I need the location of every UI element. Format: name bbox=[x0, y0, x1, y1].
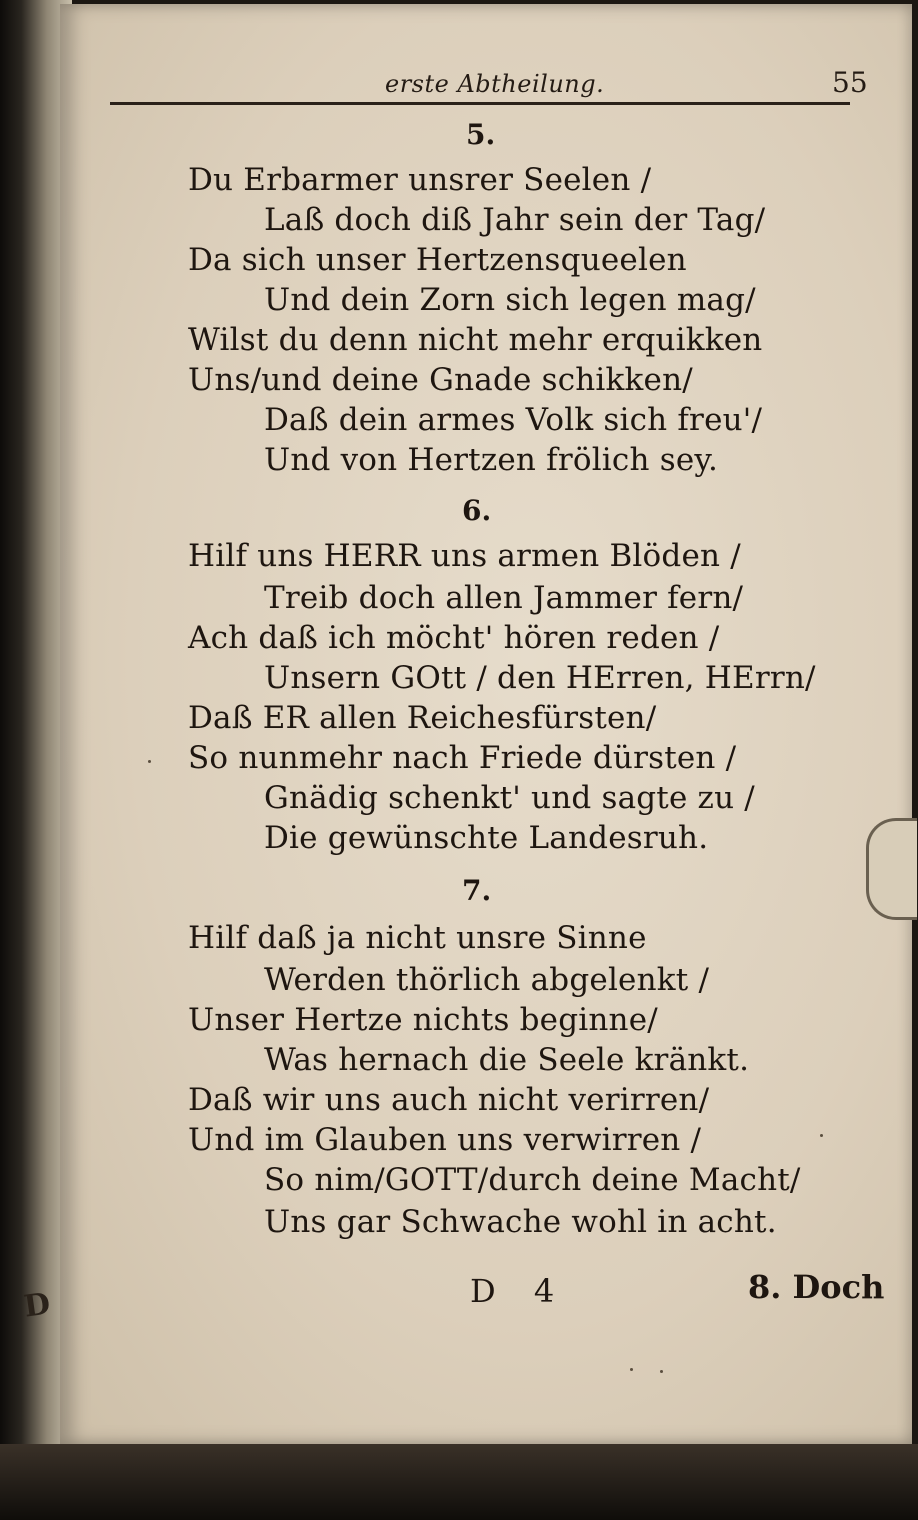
verse-line: Hilf uns HERR uns armen Blöden / bbox=[188, 538, 741, 574]
verse-number: 6. bbox=[462, 494, 492, 527]
catchword: 8. Doch bbox=[748, 1268, 885, 1306]
verse-line: Und dein Zorn sich legen mag/ bbox=[264, 282, 756, 318]
verse-line: Da sich unser Hertzensqueelen bbox=[188, 242, 687, 278]
verse-number: 5. bbox=[466, 118, 496, 151]
verse-line: Laß doch diß Jahr sein der Tag/ bbox=[264, 202, 766, 238]
verse-number: 7. bbox=[462, 874, 492, 907]
verse-line: Hilf daß ja nicht unsre Sinne bbox=[188, 920, 647, 956]
verse-line: Was hernach die Seele kränkt. bbox=[264, 1042, 750, 1078]
verse-line: So nunmehr nach Friede dürsten / bbox=[188, 740, 737, 776]
header-rule bbox=[110, 102, 850, 105]
signature-mark: D 4 bbox=[470, 1272, 569, 1310]
verse-line: Uns gar Schwache wohl in acht. bbox=[264, 1204, 777, 1240]
verse-line: So nim/GOTT/durch deine Macht/ bbox=[264, 1162, 801, 1198]
page-number: 55 bbox=[832, 66, 868, 99]
verse-line: Daß ER allen Reichesfürsten/ bbox=[188, 700, 657, 736]
verse-line: Und von Hertzen frölich sey. bbox=[264, 442, 719, 478]
verse-line: Ach daß ich möcht' hören reden / bbox=[188, 620, 720, 656]
verse-line: Daß wir uns auch nicht verirren/ bbox=[188, 1082, 710, 1118]
verse-line: Daß dein armes Volk sich freu'/ bbox=[264, 402, 763, 438]
paper-speck bbox=[820, 1134, 823, 1137]
paper-speck bbox=[660, 1370, 663, 1373]
verse-line: Treib doch allen Jammer fern/ bbox=[264, 580, 744, 616]
verse-line: Wilst du denn nicht mehr erquikken bbox=[188, 322, 763, 358]
page-bottom-shadow bbox=[0, 1444, 918, 1520]
page-header bbox=[110, 62, 870, 112]
verse-line: Uns/und deine Gnade schikken/ bbox=[188, 362, 693, 398]
verse-line: Werden thörlich abgelenkt / bbox=[264, 962, 710, 998]
paper-speck bbox=[148, 760, 151, 763]
running-head: erste Abtheilung. bbox=[385, 70, 605, 98]
page-tab-notch bbox=[866, 818, 917, 920]
verse-line: Und im Glauben uns verwirren / bbox=[188, 1122, 702, 1158]
verse-line: Unser Hertze nichts beginne/ bbox=[188, 1002, 658, 1038]
previous-page-fragment: D bbox=[21, 1286, 53, 1325]
verse-line: Du Erbarmer unsrer Seelen / bbox=[188, 162, 652, 198]
paper-speck bbox=[630, 1368, 633, 1371]
verse-line: Die gewünschte Landesruh. bbox=[264, 820, 709, 856]
verse-line: Gnädig schenkt' und sagte zu / bbox=[264, 780, 755, 816]
verse-line: Unsern GOtt / den HErren, HErrn/ bbox=[264, 660, 816, 696]
